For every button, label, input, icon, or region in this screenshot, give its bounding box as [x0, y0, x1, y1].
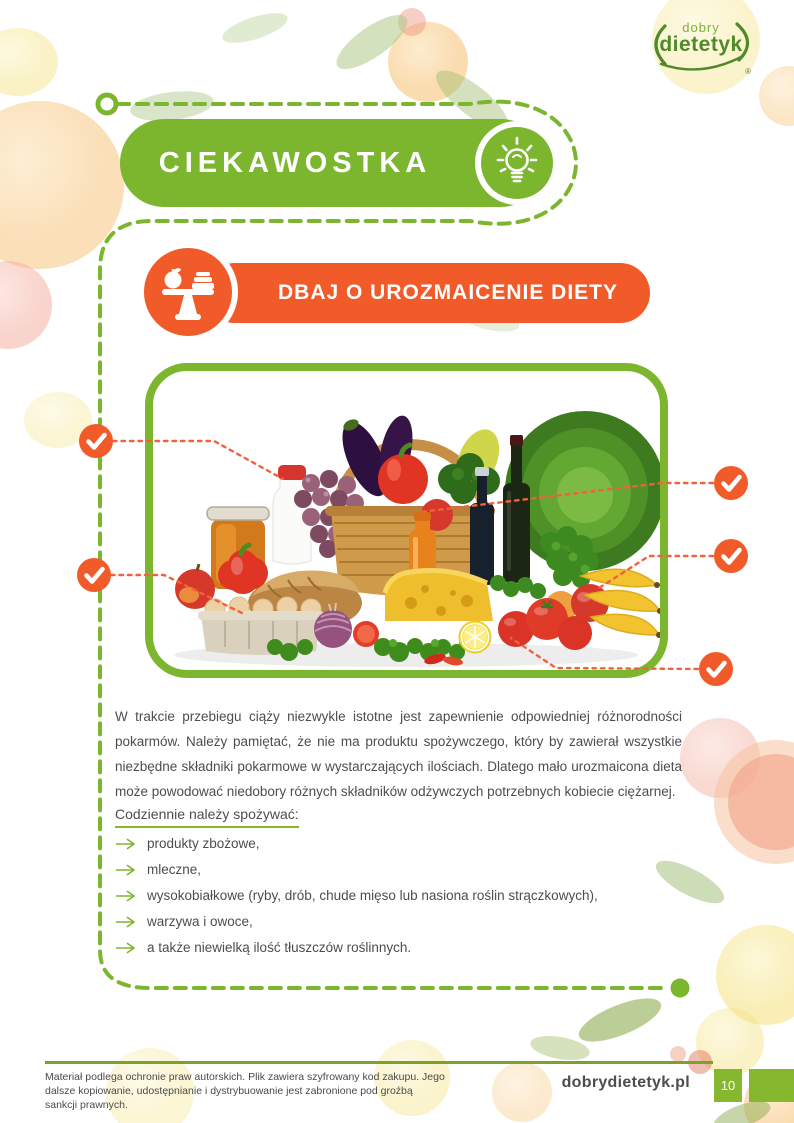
logo-word-dietetyk: dietetyk — [659, 33, 743, 56]
list-item — [115, 912, 675, 930]
checkmark-badge — [714, 539, 748, 573]
list-item — [115, 860, 675, 878]
brand-logo — [645, 14, 757, 76]
fact-banner-title: CIEKAWOSTKA — [158, 146, 432, 179]
list-item-label: a także niewielką ilość tłuszczów roślinnych. — [147, 939, 412, 955]
checkmark-badge — [699, 652, 733, 686]
food-photo — [153, 371, 660, 670]
footer-edge-bar — [749, 1069, 794, 1102]
check-icon — [87, 569, 103, 582]
section-banner-title: DBAJ O UROZMAICENIE DIETY — [277, 281, 619, 304]
check-icon — [709, 663, 725, 676]
intro-paragraph: W trakcie przebiegu ciąży niezwykle istotne jest zapewnienie odpowiedniej różnorodności pokarmów. Należy pamiętać, że nie ma produktu spożywczego, który by zawierał wszystkie niezbędne składniki pokarmowe w wystarczających ilościach. Dlatego mało urozmaicona dieta może powodować niedobory różnych składników odżywczych potrzebnych kobiecie ciężarnej. — [115, 709, 682, 799]
lemon-half — [459, 621, 491, 653]
guide-end-dot — [671, 979, 690, 998]
list-item-label: wysokobiałkowe (ryby, drób, chude mięso lub nasiona roślin strączkowych), — [147, 887, 598, 903]
lightbulb-icon — [488, 134, 546, 192]
checkmark-badge — [79, 424, 113, 458]
food-photo-frame — [145, 363, 668, 678]
list-item — [115, 834, 675, 852]
website-link[interactable]: dobrydietetyk.pl — [561, 1074, 690, 1091]
arrow-right-icon — [115, 837, 139, 850]
checkmark-badge — [714, 466, 748, 500]
list-item-label: mleczne, — [147, 861, 202, 877]
logo-word-dobry: dobry — [682, 20, 720, 35]
arrow-right-icon — [115, 863, 139, 876]
check-icon — [724, 477, 740, 490]
list-item — [115, 886, 675, 904]
food-scale-badge — [144, 248, 232, 336]
daily-food-list — [115, 834, 675, 964]
watermark-topleft-oranges — [0, 28, 124, 448]
section-banner — [205, 263, 650, 323]
guide-start-ring — [98, 95, 116, 113]
check-icon — [724, 550, 740, 563]
arrow-right-icon — [115, 915, 139, 928]
footer-divider — [45, 1061, 713, 1064]
checkmark-badge — [77, 558, 111, 592]
check-icon — [89, 435, 105, 448]
page-number-badge: 10 — [714, 1069, 742, 1102]
arrow-right-icon — [115, 889, 139, 902]
cheese-wedge — [385, 571, 493, 621]
list-item-label: warzywa i owoce, — [147, 913, 253, 929]
list-heading: Codziennie należy spożywać: — [115, 806, 299, 828]
registered-mark: ® — [745, 67, 751, 76]
list-item-label: produkty zbożowe, — [147, 835, 260, 851]
copyright-notice: Materiał podlega ochronie praw autorskich. Plik zawiera szyfrowany kod zakupu. Jego dalsze kopiowanie, udostępnianie i dystrybuowanie jest zabronione pod groźbą sankcji prawnych. — [45, 1071, 445, 1111]
lightbulb-badge — [481, 127, 553, 199]
arrow-right-icon — [115, 941, 139, 954]
list-item — [115, 938, 675, 956]
food-scale-icon — [155, 259, 221, 325]
